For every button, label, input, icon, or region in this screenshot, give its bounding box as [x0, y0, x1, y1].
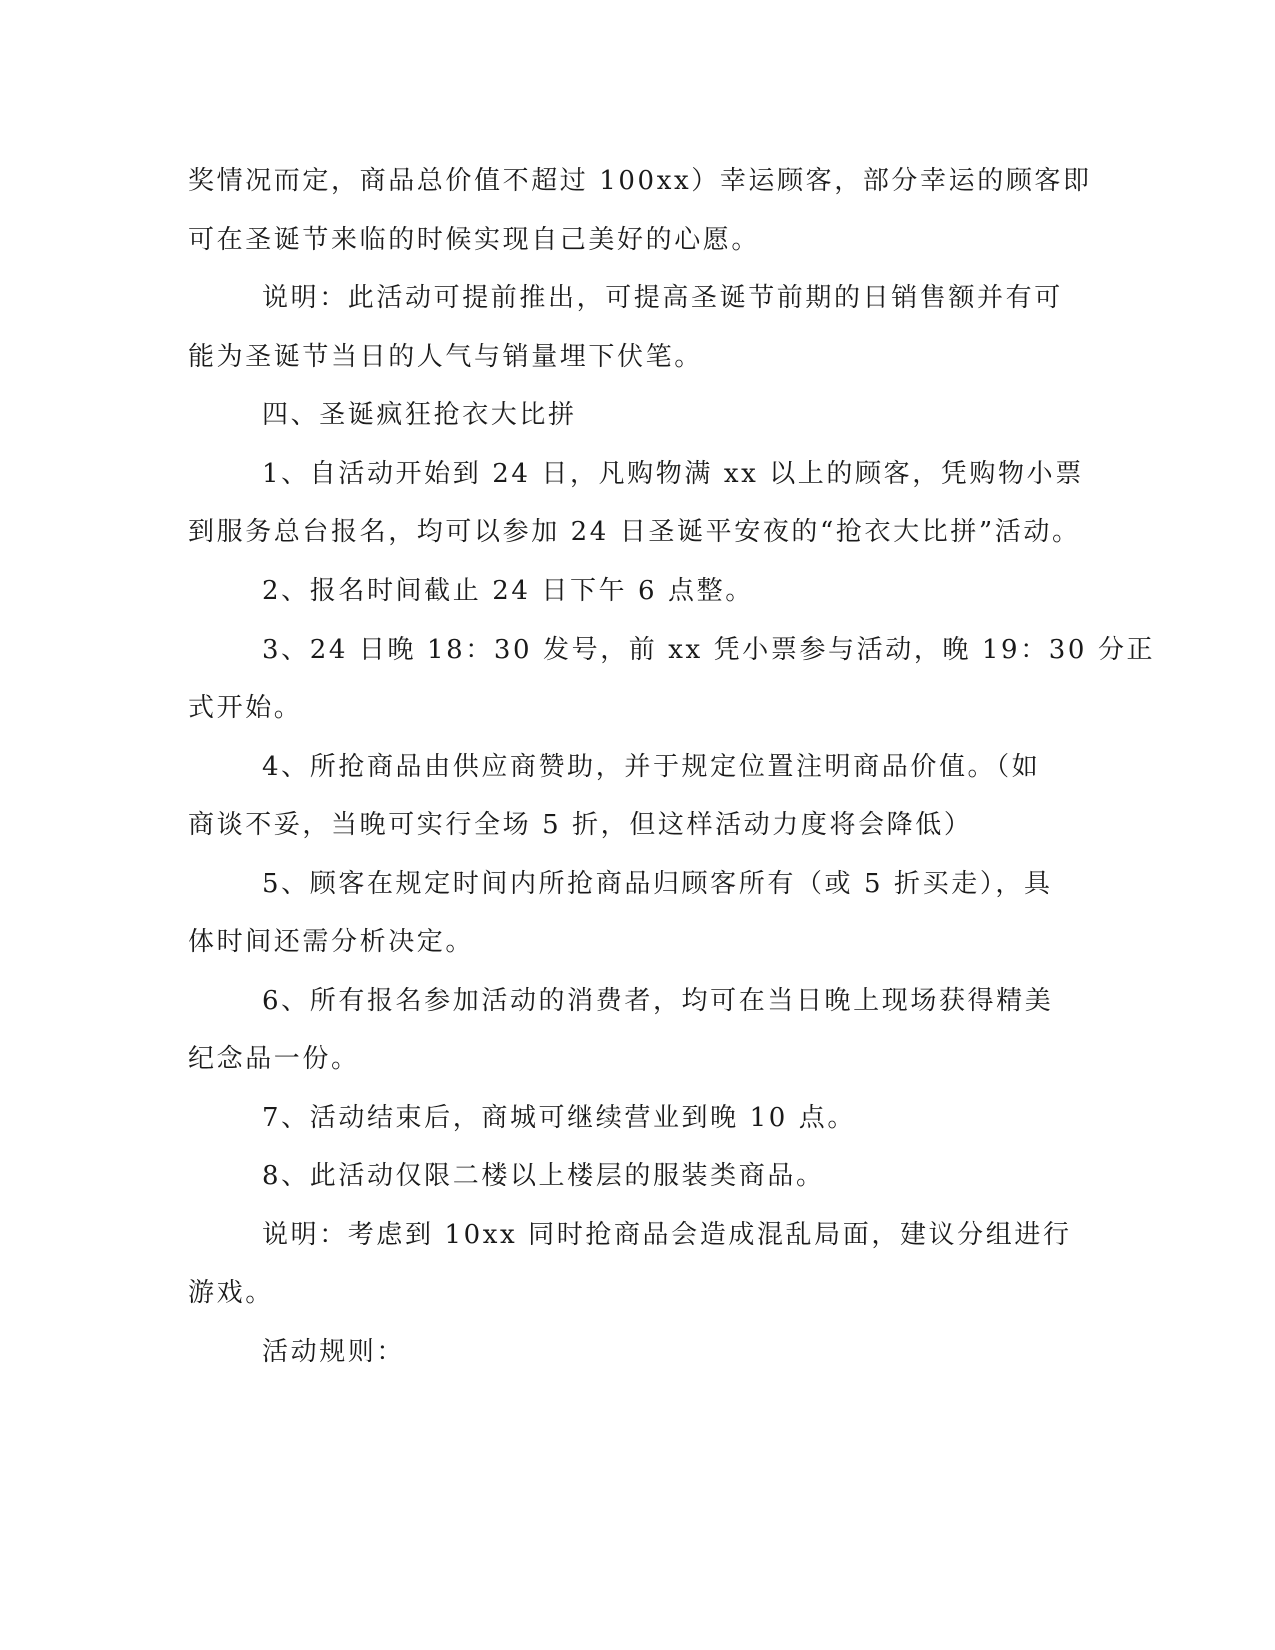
text-line: 2、报名时间截止 24 日下午 6 点整。: [262, 576, 754, 606]
text-line: 说明：此活动可提前推出，可提高圣诞节前期的日销售额并有可: [262, 283, 1063, 313]
text-line: 游戏。: [188, 1278, 274, 1308]
text-line: 4、所抢商品由供应商赞助，并于规定位置注明商品价值。（如: [262, 752, 1041, 782]
text-line: 3、24 日晚 18：30 发号，前 xx 凭小票参与活动，晚 19：30 分正: [262, 635, 1156, 665]
text-line: 式开始。: [188, 693, 303, 723]
text-line: 1、自活动开始到 24 日，凡购物满 xx 以上的顾客，凭购物小票: [262, 459, 1084, 489]
text-line: 能为圣诞节当日的人气与销量埋下伏笔。: [188, 342, 703, 372]
text-line: 7、活动结束后，商城可继续营业到晚 10 点。: [262, 1103, 856, 1133]
text-line: 可在圣诞节来临的时候实现自己美好的心愿。: [188, 225, 761, 255]
text-line: 8、此活动仅限二楼以上楼层的服装类商品。: [262, 1161, 825, 1191]
section-heading: 四、圣诞疯狂抢衣大比拼: [262, 400, 577, 430]
text-line: 纪念品一份。: [188, 1044, 360, 1074]
text-line: 商谈不妥，当晚可实行全场 5 折，但这样活动力度将会降低）: [188, 810, 973, 840]
text-line: 到服务总台报名，均可以参加 24 日圣诞平安夜的“抢衣大比拼”活动。: [188, 517, 1081, 547]
text-line: 奖情况而定，商品总价值不超过 100xx）幸运顾客，部分幸运的顾客即: [188, 166, 1092, 196]
text-line: 6、所有报名参加活动的消费者，均可在当日晚上现场获得精美: [262, 986, 1054, 1016]
text-line: 说明：考虑到 10xx 同时抢商品会造成混乱局面，建议分组进行: [262, 1220, 1072, 1250]
text-line: 活动规则：: [262, 1337, 406, 1367]
text-line: 5、顾客在规定时间内所抢商品归顾客所有（或 5 折买走），具: [262, 869, 1053, 899]
text-line: 体时间还需分析决定。: [188, 927, 475, 957]
